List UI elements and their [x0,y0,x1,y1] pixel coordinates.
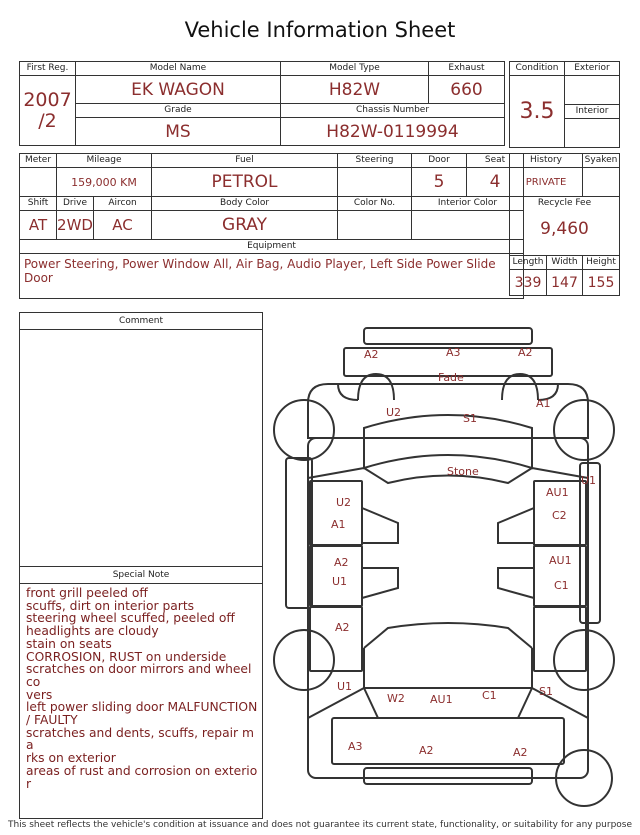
damage-mark: C2 [552,509,567,522]
interior-label: Interior [565,105,620,119]
damage-mark: C1 [554,579,569,592]
shift-value: AT [20,211,57,240]
body-color-label: Body Color [152,197,338,211]
width-value: 147 [547,270,583,296]
equipment-value: Power Steering, Power Window All, Air Bag, Audio Player, Left Side Power Slide Door [20,254,524,299]
damage-mark: U1 [332,575,348,588]
damage-mark: C1 [482,689,497,702]
meter-value [20,168,57,197]
history-table [509,153,620,296]
damage-mark: A2 [419,744,434,757]
first-reg-label: First Reg. [20,62,75,76]
damage-mark: A2 [335,621,350,634]
equipment-label: Equipment [20,240,524,254]
vehicle-table [19,61,505,146]
model-type-label: Model Type [281,62,429,76]
recycle-fee-value: 9,460 [540,219,589,239]
mileage-label: Mileage [57,154,152,168]
recycle-fee-cell [510,197,620,256]
damage-mark: U1 [337,680,353,693]
first-reg-month: /2 [38,110,57,132]
grade: MS [76,118,281,146]
special-note-box [19,566,263,819]
color-no-label: Color No. [338,197,412,211]
height-value: 155 [583,270,620,296]
length-value: 339 [510,270,547,296]
body-color-value: GRAY [152,211,338,240]
car-damage-diagram [268,318,628,818]
condition-score: 3.5 [510,76,565,148]
comment-box [19,312,263,567]
height-label: Height [583,256,620,270]
chassis-number: H82W-0119994 [281,118,505,146]
recycle-fee-label: Recycle Fee [537,198,592,208]
interior-color-value [412,211,524,240]
comment-label: Comment [20,313,262,330]
shift-label: Shift [20,197,57,211]
exhaust: 660 [429,76,505,104]
exterior-value [565,76,620,105]
model-type: H82W [281,76,429,104]
meter-label: Meter [20,154,57,168]
drive-value: 2WD [57,211,94,240]
color-no-value [338,211,412,240]
seat-value: 4 [467,168,524,197]
history-value: PRIVATE [510,168,583,197]
damage-mark: W2 [387,692,405,705]
grade-label: Grade [76,104,281,118]
condition-label: Condition [510,62,565,76]
sheet-title: Vehicle Information Sheet [184,18,456,42]
damage-mark: A3 [446,346,461,359]
specs-table [19,153,524,299]
damage-mark: U2 [386,406,402,419]
damage-mark: S1 [463,412,477,425]
damage-mark: A3 [348,740,363,753]
door-value: 5 [412,168,467,197]
damage-marks [331,346,596,759]
special-note-text: front grill peeled off scuffs, dirt on interior parts steering wheel scuffed, peeled off headlights are cloudy stain on seats CORROSION, RUST on underside scratches on door mirrors and wheel co vers left power sliding door MALFUNCTION / FAULTY scratches and dents, scuffs, repair ma rks on exterior areas of rust and corrosion on exterio r [26,586,258,791]
damage-mark: A1 [536,397,551,410]
fuel-value: PETROL [152,168,338,197]
damage-mark: Stone [447,465,479,478]
mileage-value: 159,000 KM [57,168,152,197]
history-label: History [510,154,583,168]
syaken-label: Syaken [583,154,620,168]
interior-value [565,119,620,148]
damage-mark: U2 [336,496,352,509]
damage-mark: A2 [518,346,533,359]
steering-value [338,168,412,197]
damage-mark: A2 [513,746,528,759]
first-reg-year: 2007 [23,89,72,111]
exterior-label: Exterior [565,62,620,76]
aircon-label: Aircon [94,197,152,211]
door-label: Door [412,154,467,168]
condition-table [509,61,620,148]
model-name-label: Model Name [76,62,281,76]
special-note-label: Special Note [20,567,262,584]
damage-mark: A2 [334,556,349,569]
damage-mark: A1 [331,518,346,531]
length-label: Length [510,256,547,270]
steering-label: Steering [338,154,412,168]
chassis-label: Chassis Number [281,104,505,118]
seat-label: Seat [467,154,524,168]
exhaust-label: Exhaust [429,62,505,76]
damage-mark: AU1 [549,554,572,567]
damage-mark: S1 [539,685,553,698]
drive-label: Drive [57,197,94,211]
damage-mark: U1 [581,474,597,487]
damage-mark: AU1 [546,486,569,499]
damage-mark: Fade [438,371,464,384]
car-outline [274,328,614,806]
model-name: EK WAGON [76,76,281,104]
width-label: Width [547,256,583,270]
syaken-value [583,168,620,197]
interior-color-label: Interior Color [412,197,524,211]
aircon-value: AC [94,211,152,240]
damage-mark: A2 [364,348,379,361]
fuel-label: Fuel [152,154,338,168]
damage-mark: AU1 [430,693,453,706]
disclaimer-footer: This sheet reflects the vehicle's condition at issuance and does not guarantee its current state, functionality, or suitability for any purpose [7,820,633,830]
